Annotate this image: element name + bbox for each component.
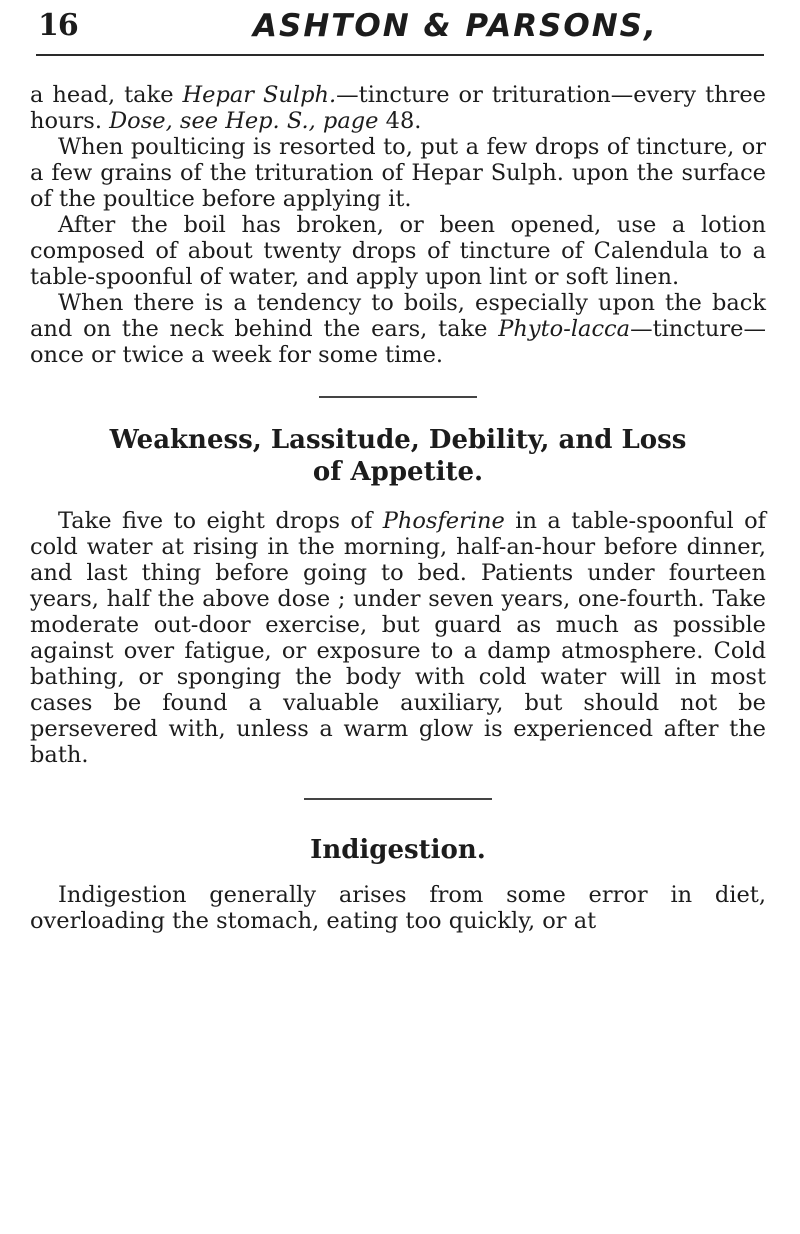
paragraph-poulticing: When poulticing is resorted to, put a few drops of tincture, or a few grains of the trituration of Hepar Sulph. upon the surface of the poultice before applying it. bbox=[30, 134, 766, 212]
text-run: When there is a tendency to boils, especially upon the back and on the neck behind the ears, take bbox=[30, 290, 766, 342]
page-number: 16 bbox=[38, 8, 78, 43]
text-run: Take five to eight drops of bbox=[58, 508, 383, 534]
remedy-name: Phyto-lacca bbox=[498, 316, 631, 342]
paragraph-phosferine bbox=[30, 508, 766, 768]
running-head bbox=[38, 6, 762, 46]
remedy-name: Hepar Sulph. bbox=[182, 82, 337, 108]
paragraph-hepar-dose bbox=[30, 82, 766, 134]
body-text bbox=[30, 82, 766, 934]
text-run: a head, take bbox=[30, 82, 183, 108]
dose-reference: Dose, see Hep. S., page bbox=[109, 108, 379, 134]
paragraph-boils-tendency bbox=[30, 290, 766, 368]
text-run: —tincture or trituration—every three hours. bbox=[30, 82, 766, 134]
paragraph-calendula-lotion: After the boil has broken, or been opened, use a lotion composed of about twenty drops of tincture of Calendula to a table-spoonful of water, and apply upon lint or soft linen. bbox=[30, 212, 766, 290]
section-divider bbox=[319, 396, 477, 398]
text-run: in a table-spoonful of cold water at rising in the morning, half-an-hour before dinner, and last thing before going to bed. Patients under fourteen years, half the above dose ; under seven years, one-fourth. Take moderate out-door exercise, but guard as much as possible against over fatigue, or exposure to a damp atmosphere. Cold bathing, or sponging the body with cold water will in most cases be found a valuable auxiliary, but should not be persevered with, unless a warm glow is experienced after the bath. bbox=[30, 508, 766, 768]
header-rule bbox=[36, 54, 764, 56]
section-heading-weakness bbox=[30, 424, 766, 488]
section-heading-indigestion: Indigestion. bbox=[310, 835, 486, 865]
heading-line: of Appetite. bbox=[312, 457, 484, 487]
running-title: ASHTON & PARSONS, bbox=[253, 8, 658, 44]
heading-line: Weakness, Lassitude, Debility, and Loss bbox=[109, 425, 687, 455]
remedy-name: Phosferine bbox=[382, 508, 505, 534]
text-run: —tincture—once or twice a week for some time. bbox=[30, 316, 766, 368]
paragraph-indigestion: Indigestion generally arises from some error in diet, overloading the stomach, eating too quickly, or at bbox=[30, 882, 766, 934]
page-reference: 48. bbox=[378, 108, 422, 134]
section-divider bbox=[304, 798, 492, 800]
